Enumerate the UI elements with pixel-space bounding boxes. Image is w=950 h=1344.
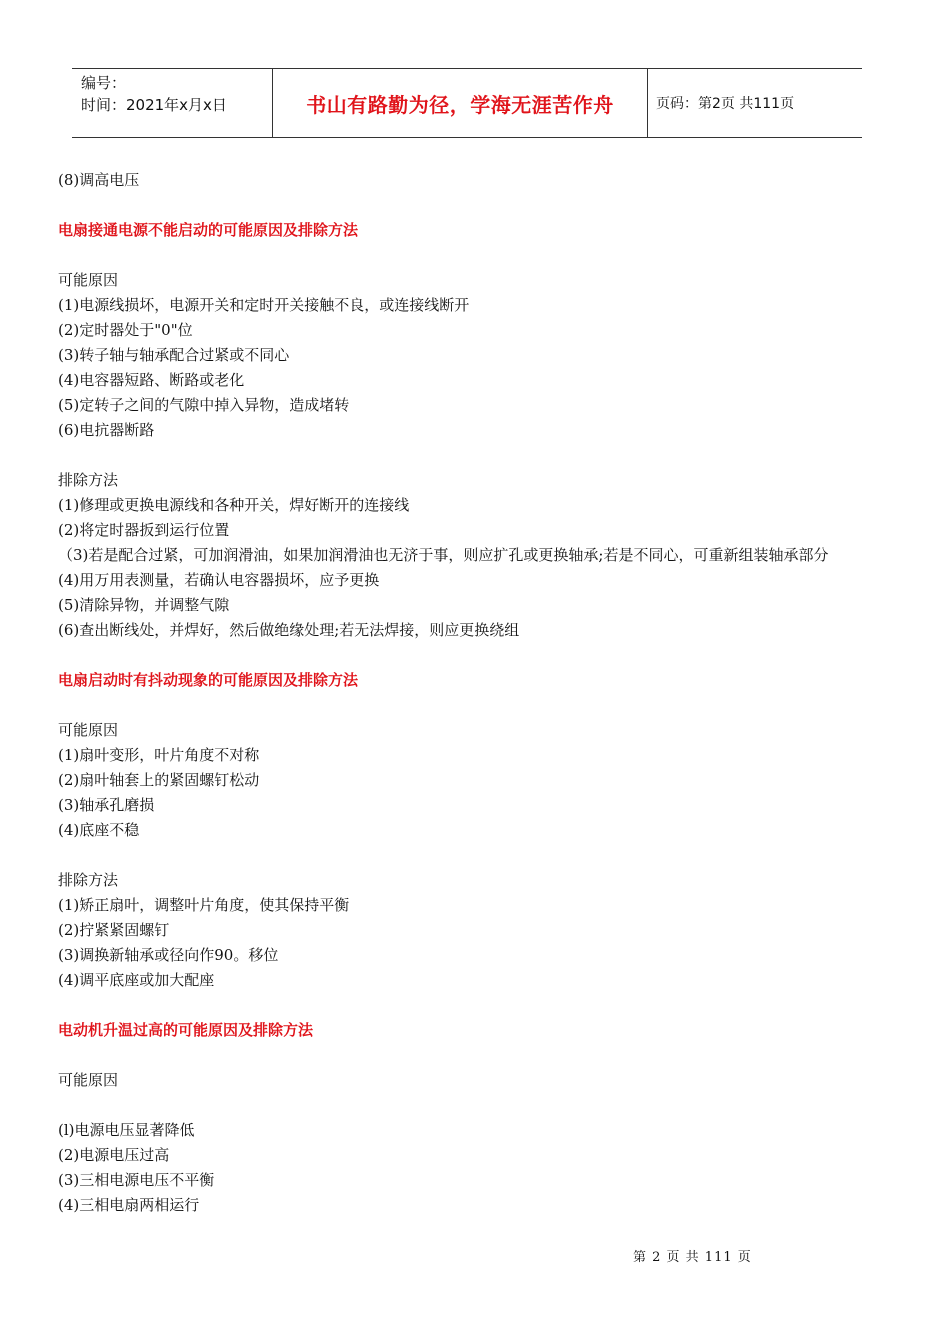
list-item: (5)定转子之间的气隙中掉入异物，造成堵转 bbox=[58, 396, 350, 414]
list-item: (6)电抗器断路 bbox=[58, 421, 155, 439]
list-item: (3)三相电源电压不平衡 bbox=[58, 1171, 215, 1189]
list-item: (1)扇叶变形，叶片角度不对称 bbox=[58, 746, 260, 764]
list-item: (5)清除异物，并调整气隙 bbox=[58, 596, 230, 614]
causes-label: 可能原因 bbox=[58, 721, 119, 739]
list-item: (6)查出断线处，并焊好，然后做绝缘处理;若无法焊接，则应更换绕组 bbox=[58, 621, 520, 639]
list-item: (3)转子轴与轴承配合过紧或不同心 bbox=[58, 346, 290, 364]
causes-label: 可能原因 bbox=[58, 1071, 119, 1089]
list-item: （3)若是配合过紧，可加润滑油，如果加润滑油也无济于事，则应扩孔或更换轴承;若是不同心，可重新组装轴承部分 bbox=[58, 546, 829, 564]
header-meta bbox=[72, 69, 273, 137]
header-page-info: 页码：第2页 共111页 bbox=[656, 96, 795, 112]
section-title: 电扇接通电源不能启动的可能原因及排除方法 bbox=[58, 221, 359, 239]
list-item: (4)电容器短路、断路或老化 bbox=[58, 371, 245, 389]
list-item: (1)电源线损坏，电源开关和定时开关接触不良，或连接线断开 bbox=[58, 296, 470, 314]
section-title: 电动机升温过高的可能原因及排除方法 bbox=[58, 1021, 314, 1039]
list-item: (2)定时器处于"0"位 bbox=[58, 321, 193, 339]
fixes-label: 排除方法 bbox=[58, 471, 119, 489]
list-item: (3)调换新轴承或径向作90。移位 bbox=[58, 946, 279, 964]
list-item: (4)调平底座或加大配座 bbox=[58, 971, 215, 989]
list-item: (2)拧紧紧固螺钉 bbox=[58, 921, 170, 939]
page-footer: 第 2 页 共 111 页 bbox=[633, 1250, 752, 1265]
list-item: (4)三相电扇两相运行 bbox=[58, 1196, 200, 1214]
time-label: 时间：2021年x月x日 bbox=[81, 96, 227, 114]
list-item: (4)用万用表测量，若确认电容器损坏，应予更换 bbox=[58, 571, 380, 589]
number-label: 编号： bbox=[81, 74, 127, 92]
list-item: (2)电源电压过高 bbox=[58, 1146, 170, 1164]
document-body bbox=[58, 168, 888, 1218]
list-item: (4)底座不稳 bbox=[58, 821, 140, 839]
intro-line: (8)调高电压 bbox=[58, 171, 140, 189]
list-item: (2)将定时器扳到运行位置 bbox=[58, 521, 230, 539]
page-header bbox=[72, 68, 862, 138]
list-item: (2)扇叶轴套上的紧固螺钉松动 bbox=[58, 771, 260, 789]
causes-label: 可能原因 bbox=[58, 271, 119, 289]
fixes-label: 排除方法 bbox=[58, 871, 119, 889]
list-item: (l)电源电压显著降低 bbox=[58, 1121, 195, 1139]
list-item: (3)轴承孔磨损 bbox=[58, 796, 155, 814]
section-title: 电扇启动时有抖动现象的可能原因及排除方法 bbox=[58, 671, 359, 689]
header-motto: 书山有路勤为径，学海无涯苦作舟 bbox=[273, 69, 648, 137]
list-item: (1)修理或更换电源线和各种开关，焊好断开的连接线 bbox=[58, 496, 410, 514]
list-item: (1)矫正扇叶，调整叶片角度，使其保持平衡 bbox=[58, 896, 350, 914]
